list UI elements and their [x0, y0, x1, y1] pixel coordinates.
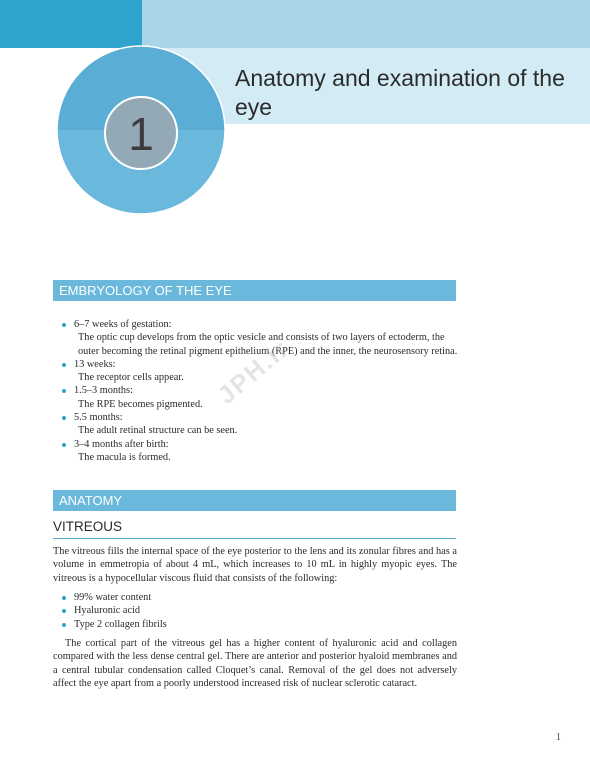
section-heading-embryology: EMBRYOLOGY OF THE EYE [53, 280, 456, 301]
list-item [62, 384, 462, 411]
subheading-rule [53, 538, 456, 539]
embryo-detail: The macula is formed. [78, 451, 171, 463]
embryo-stage: 13 weeks: [74, 358, 116, 370]
embryo-detail: The RPE becomes pigmented. [78, 398, 203, 410]
vitreous-components-list [62, 591, 167, 631]
embryo-stage: 3–4 months after birth: [74, 438, 169, 450]
chapter-title: Anatomy and examination of the eye [235, 65, 565, 120]
list-item: Hyaluronic acid [62, 604, 167, 617]
embryo-detail: The receptor cells appear. [78, 372, 184, 384]
section-heading-anatomy: ANATOMY [53, 490, 456, 511]
chapter-number: 1 [128, 108, 154, 160]
list-item [62, 411, 462, 438]
vitreous-paragraph-1: The vitreous fills the internal space of the eye posterior to the lens and its zonular fibres and has a volume in emmetropia of about 4 mL, which increases to 10 mL in highly myopic eyes. The vitreous is a hypocellular viscous fluid that consists of the following: [53, 546, 457, 584]
embryo-stage: 6–7 weeks of gestation: [74, 319, 172, 330]
embryology-list [62, 318, 462, 464]
embryo-stage: 5.5 months: [74, 412, 123, 424]
vitreous-paragraph-2: The cortical part of the vitreous gel has a higher content of hyaluronic acid and collagen compared with the less dense central gel. There are anterior and posterior hyaloid membranes and a central tubular condensation called Cloquet’s canal. Removal of the gel does not adversely affect the eye apart from a poorly understood increased risk of nuclear sclerotic cataract. [53, 638, 457, 689]
list-item [62, 438, 462, 465]
chapter-emblem [0, 0, 590, 280]
page-number: 1 [556, 732, 561, 743]
list-item: Type 2 collagen fibrils [62, 618, 167, 631]
embryo-detail: The optic cup develops from the optic vesicle and consists of two layers of ectoderm, the outer becoming the retinal pigment epithelium (RPE) and the inner, the neurosensory retina. [78, 332, 458, 357]
embryo-detail: The adult retinal structure can be seen. [78, 425, 238, 437]
subheading-vitreous: VITREOUS [53, 519, 123, 534]
embryo-stage: 1.5–3 months: [74, 385, 133, 397]
watermark: JPH.ir [212, 334, 296, 410]
list-item: 99% water content [62, 591, 167, 604]
